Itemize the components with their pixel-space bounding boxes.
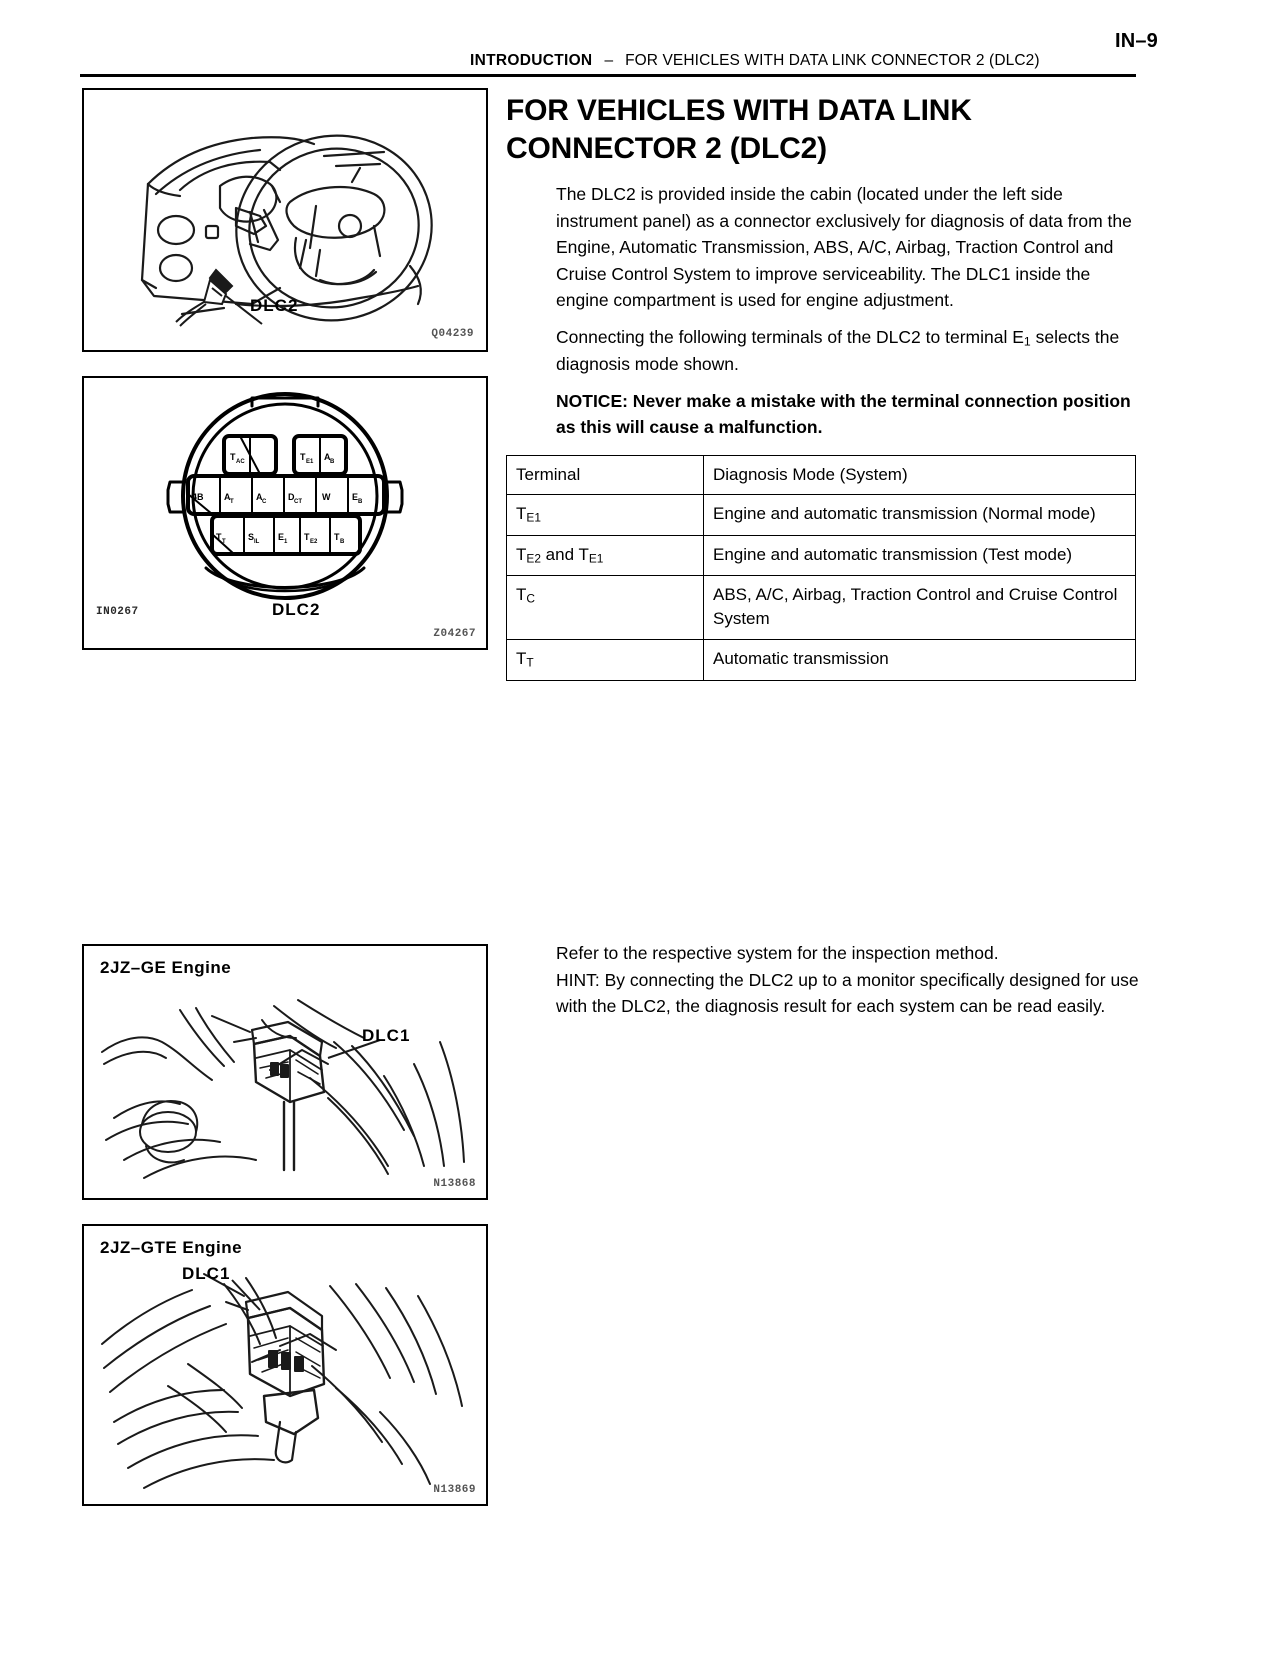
svg-text:B: B [358, 499, 363, 505]
terminal-sub: E2 [526, 551, 541, 566]
terminal-main: T [516, 585, 527, 605]
svg-text:AC: AC [236, 459, 245, 465]
terminal-extra: and T [540, 544, 589, 564]
engine-gte-illustration [84, 1226, 486, 1504]
figure-id-connector: Z04267 [433, 628, 476, 640]
para2-subscript: 1 [1023, 334, 1031, 349]
page-number: IN–9 [1114, 30, 1158, 52]
engine-gte-title: 2JZ–GTE Engine [100, 1238, 243, 1257]
table-header-terminal: Terminal [507, 456, 704, 495]
table-cell-terminal [507, 495, 704, 536]
para2-suffix: selects the diagnosis mode shown. [556, 326, 1120, 375]
lower-paragraph-2: HINT: By connecting the DLC2 up to a monitor specifically designed for use with the DLC2, the diagnosis result for each system can be read easily. [556, 969, 1139, 1017]
figure-id-connector-outside: IN0267 [96, 606, 139, 618]
table-cell-terminal [507, 576, 704, 640]
engine-ge-illustration [84, 946, 486, 1198]
figure-engine-2jz-gte [82, 1224, 488, 1506]
svg-text:4B: 4B [192, 492, 204, 502]
running-head-section: INTRODUCTION [470, 52, 593, 69]
table-row [507, 535, 1136, 576]
notice-paragraph: NOTICE: Never make a mistake with the terminal connection position as this will cause a malfunction. [556, 390, 1131, 438]
terminal-extra-sub: E1 [588, 551, 604, 566]
table-header-row [507, 456, 1136, 495]
table-cell-mode: Engine and automatic transmission (Normal mode) [704, 495, 1136, 536]
table-row [507, 640, 1136, 681]
table-cell-terminal [507, 535, 704, 576]
lower-text-column [556, 940, 1141, 1020]
table-cell-mode: Automatic transmission [704, 640, 1136, 681]
svg-text:E1: E1 [306, 459, 314, 465]
terminal-main: T [516, 504, 527, 524]
table-header-mode: Diagnosis Mode (System) [704, 456, 1136, 495]
figure-dashboard [82, 88, 488, 352]
figure-id-engine-ge: N13868 [433, 1178, 476, 1190]
lower-paragraph-1: Refer to the respective system for the inspection method. [556, 943, 999, 963]
svg-text:CT: CT [294, 499, 302, 505]
para2-prefix: Connecting the following terminals of the DLC2 to terminal E [556, 326, 1024, 347]
figure-id-engine-gte: N13869 [433, 1484, 476, 1496]
terminal-sub: C [526, 591, 535, 606]
svg-text:D: D [288, 492, 295, 502]
svg-text:1: 1 [284, 539, 288, 545]
svg-text:T: T [230, 499, 234, 505]
svg-text:B: B [330, 459, 335, 465]
running-head-title: FOR VEHICLES WITH DATA LINK CONNECTOR 2 (DLC2) [625, 52, 1040, 69]
svg-text:A: A [256, 492, 263, 502]
svg-text:IL: IL [254, 539, 260, 545]
svg-text:A: A [224, 492, 231, 502]
terminal-main: T [516, 544, 527, 564]
running-head [470, 52, 1040, 70]
svg-text:T: T [230, 452, 236, 462]
terminal-sub: T [526, 656, 534, 671]
svg-text:T: T [300, 452, 306, 462]
terminal-main: T [516, 649, 527, 669]
table-row [507, 576, 1136, 640]
table-cell-mode: Engine and automatic transmission (Test mode) [704, 535, 1136, 576]
svg-text:A: A [324, 452, 331, 462]
intro-paragraph-1: The DLC2 is provided inside the cabin (located under the left side instrument panel) as a connector exclusively for diagnosis of data from the Engine, Automatic Transmission, ABS, A/C, Airbag, Traction Control and Cruise Control System to improve serviceability. The DLC1 inside the engine compartment is used for engine adjustment. [556, 184, 1132, 311]
svg-text:T: T [334, 532, 340, 542]
svg-text:E2: E2 [310, 539, 318, 545]
table-cell-mode: ABS, A/C, Airbag, Traction Control and Cruise Control System [704, 576, 1136, 640]
svg-text:C: C [262, 499, 267, 505]
engine-ge-title: 2JZ–GE Engine [100, 958, 232, 977]
svg-text:S: S [248, 532, 255, 542]
page-title: FOR VEHICLES WITH DATA LINK CONNECTOR 2 (DLC2) [506, 94, 972, 165]
svg-text:T: T [222, 539, 226, 545]
figure-id-dashboard: Q04239 [431, 328, 474, 340]
engine-gte-dlc1-callout: DLC1 [182, 1264, 231, 1283]
dlc2-caption-label: DLC2 [272, 600, 321, 619]
svg-text:E: E [278, 532, 285, 542]
svg-text:W: W [322, 492, 331, 502]
main-content-column [506, 92, 1136, 681]
terminal-sub: E1 [526, 510, 541, 525]
header-rule [80, 74, 1136, 77]
dlc2-callout-label: DLC2 [250, 296, 299, 315]
intro-paragraph-2 [556, 324, 1136, 378]
table-cell-terminal [507, 640, 704, 681]
page-header [0, 0, 1280, 78]
table-row [507, 495, 1136, 536]
svg-text:T: T [216, 532, 222, 542]
terminal-diagnosis-table [506, 455, 1136, 681]
svg-text:B: B [340, 539, 345, 545]
running-head-dash: – [604, 52, 614, 69]
engine-ge-dlc1-callout: DLC1 [362, 1026, 411, 1045]
figure-engine-2jz-ge [82, 944, 488, 1200]
svg-text:E: E [352, 492, 359, 502]
figure-dlc2-connector [82, 376, 488, 650]
svg-text:T: T [304, 532, 310, 542]
